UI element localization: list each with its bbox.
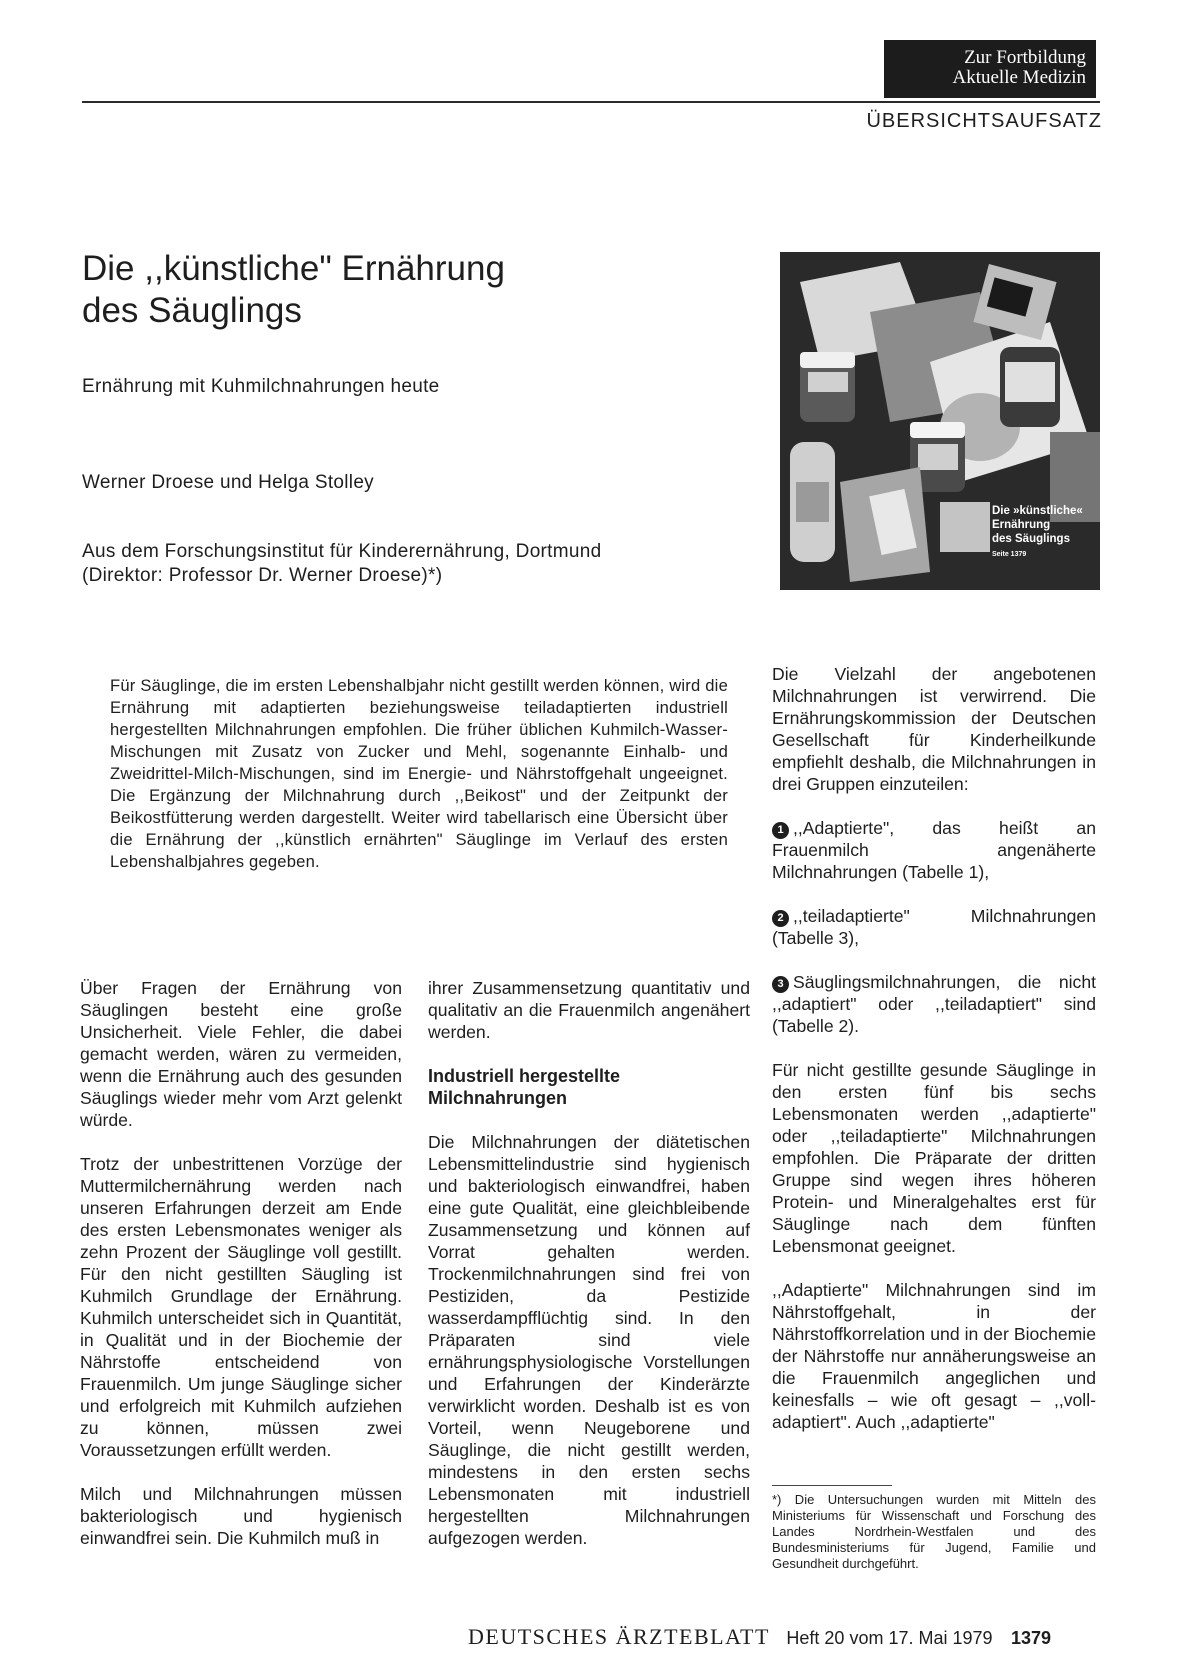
issue-info: Heft 20 vom 17. Mai 1979: [786, 1628, 993, 1648]
cover-photo: [780, 252, 1100, 590]
affiliation-line-1: Aus dem Forschungsinstitut für Kinderernährung, Dortmund: [82, 541, 602, 562]
section-badge: [884, 40, 1096, 98]
title-line-2: des Säuglings: [82, 291, 302, 330]
list-item-text: ,,teiladaptierte" Milchnahrungen (Tabelle 3),: [772, 906, 1096, 948]
caption-line-3: des Säuglings: [992, 533, 1070, 545]
cover-photo-caption: [992, 504, 1096, 562]
footnote: *) Die Untersuchungen wurden mit Mitteln des Ministeriums für Wissenschaft und Forschung des Landes Nordrhein-Westfalen und des Bundesministeriums für Jugend, Familie und Gesundheit durchgeführt.: [772, 1492, 1096, 1571]
footnote-rule: [772, 1485, 892, 1486]
caption-line-1: Die »künstliche«: [992, 505, 1083, 517]
page-footer: [468, 1624, 1100, 1650]
journal-name: DEUTSCHES ÄRZTEBLATT: [468, 1624, 770, 1649]
caption-line-2: Ernährung: [992, 519, 1051, 531]
col3-paragraph-3: ,,Adaptierte" Milchnahrungen sind im Nährstoffgehalt, in der Nährstoffkorrelation und in der Biochemie der Nährstoffe nur annäherungsweise an die Frauenmilch angeglichen und keinesfalls – wie oft gesagt – ,,voll-adaptiert". Auch ,,adaptierte": [772, 1280, 1096, 1432]
affiliation: [82, 540, 602, 588]
list-item: [772, 905, 1096, 949]
list-item-text: ,,Adaptierte", das heißt an Frauenmilch angenäherte Milchnahrungen (Tabelle 1),: [772, 818, 1096, 882]
list-number-2: 2: [772, 910, 789, 927]
list-item: [772, 971, 1096, 1037]
list-item: [772, 817, 1096, 883]
column-1: [80, 977, 402, 1571]
affiliation-line-2: (Direktor: Professor Dr. Werner Droese)*): [82, 565, 443, 586]
badge-line-1: Zur Fortbildung: [964, 47, 1086, 68]
title-line-1: Die ,,künstliche" Ernährung: [82, 249, 505, 288]
authors: Werner Droese und Helga Stolley: [82, 472, 374, 493]
column-2: [428, 977, 750, 1571]
list-number-1: 1: [772, 822, 789, 839]
article-subtitle: Ernährung mit Kuhmilchnahrungen heute: [82, 376, 440, 397]
badge-line-2: Aktuelle Medizin: [952, 67, 1086, 88]
article-title: [82, 248, 505, 332]
col1-paragraph-3: Milch und Milchnahrungen müssen bakteriologisch und hygienisch einwandfrei sein. Die Kuhmilch muß in: [80, 1484, 402, 1548]
section-label: ÜBERSICHTSAUFSATZ: [866, 110, 1102, 132]
col2-paragraph-2: Die Milchnahrungen der diätetischen Lebensmittelindustrie sind hygienisch und bakteriologisch einwandfrei, haben eine gute Qualität, eine gleichbleibende Zusammensetzung und können auf Vorrat gehalten werden. Trockenmilchnahrungen sind frei von Pestiziden, da Pestizide wasserdampfflüchtig sind. In den Präparaten sind viele ernährungsphysiologische Vorstellungen und Erfahrungen der Kinderärzte verwirklicht worden. Deshalb ist es von Vorteil, wenn Neugeborene und Säuglinge, die nicht gestillt werden, mindestens in den ersten sechs Lebensmonaten mit industriell hergestellten Milchnahrungen aufgezogen werden.: [428, 1132, 750, 1548]
abstract: Für Säuglinge, die im ersten Lebenshalbjahr nicht gestillt werden können, wird die Ernährung mit adaptierten beziehungsweise teiladaptierten industriell hergestellten Milchnahrungen empfohlen. Die früher üblichen Kuhmilch-Wasser-Mischungen mit Zusatz von Zucker und Mehl, sogenannte Einhalb- und Zweidrittel-Milch-Mischungen, sind im Energie- und Nährstoffgehalt ungeeignet. Die Ergänzung der Milchnahrung durch ,,Beikost" und der Zeitpunkt der Beikostfütterung werden dargestellt. Weiter wird tabellarisch eine Übersicht über die Ernährung der ,,künstlich ernährten" Säuglinge im Verlauf des ersten Lebenshalbjahres gegeben.: [110, 676, 728, 871]
col3-paragraph-1: Die Vielzahl der angebotenen Milchnahrungen ist verwirrend. Die Ernährungskommission der Deutschen Gesellschaft für Kinderheilkunde empfiehlt deshalb, die Milchnahrungen in drei Gruppen einzuteilen:: [772, 664, 1096, 794]
col2-paragraph-1: ihrer Zusammensetzung quantitativ und qualitativ an die Frauenmilch angenähert werden.: [428, 978, 750, 1042]
col1-paragraph-1: Über Fragen der Ernährung von Säuglingen besteht eine große Unsicherheit. Viele Fehler, die dabei gemacht werden, wären zu vermeiden, wenn die Ernährung auch des gesunden Säuglings wieder mehr vom Arzt gelenkt würde.: [80, 978, 402, 1130]
col3-paragraph-2: Für nicht gestillte gesunde Säuglinge in den ersten fünf bis sechs Lebensmonaten werden ,,adaptierte" oder ,,teiladaptierte" Milchnahrungen empfohlen. Die Präparate der dritten Gruppe sind wegen ihres höheren Protein- und Mineralgehaltes erst für Säuglinge nach dem fünften Lebensmonat geeignet.: [772, 1060, 1096, 1256]
caption-page: Seite 1379: [992, 551, 1027, 558]
list-number-3: 3: [772, 976, 789, 993]
header-rule: [82, 101, 1100, 103]
list-item-text: Säuglingsmilchnahrungen, die nicht ,,adaptiert" oder ,,teiladaptiert" sind (Tabelle 2).: [772, 972, 1096, 1036]
column-3: [772, 663, 1096, 1455]
page-number: 1379: [1010, 1628, 1052, 1648]
section-heading: Industriell hergestellte Milchnahrungen: [428, 1066, 621, 1108]
col1-paragraph-2: Trotz der unbestrittenen Vorzüge der Muttermilchernährung werden nach unseren Erfahrungen derzeit am Ende des ersten Lebensmonates weniger als zehn Prozent der Säuglinge voll gestillt. Für den nicht gestillten Säugling ist Kuhmilch Grundlage der Ernährung. Kuhmilch unterscheidet sich in Quantität, in Qualität und in der Biochemie der Nährstoffe entscheidend von Frauenmilch. Um junge Säuglinge sicher und erfolgreich mit Kuhmilch aufziehen zu können, müssen zwei Voraussetzungen erfüllt werden.: [80, 1154, 402, 1460]
